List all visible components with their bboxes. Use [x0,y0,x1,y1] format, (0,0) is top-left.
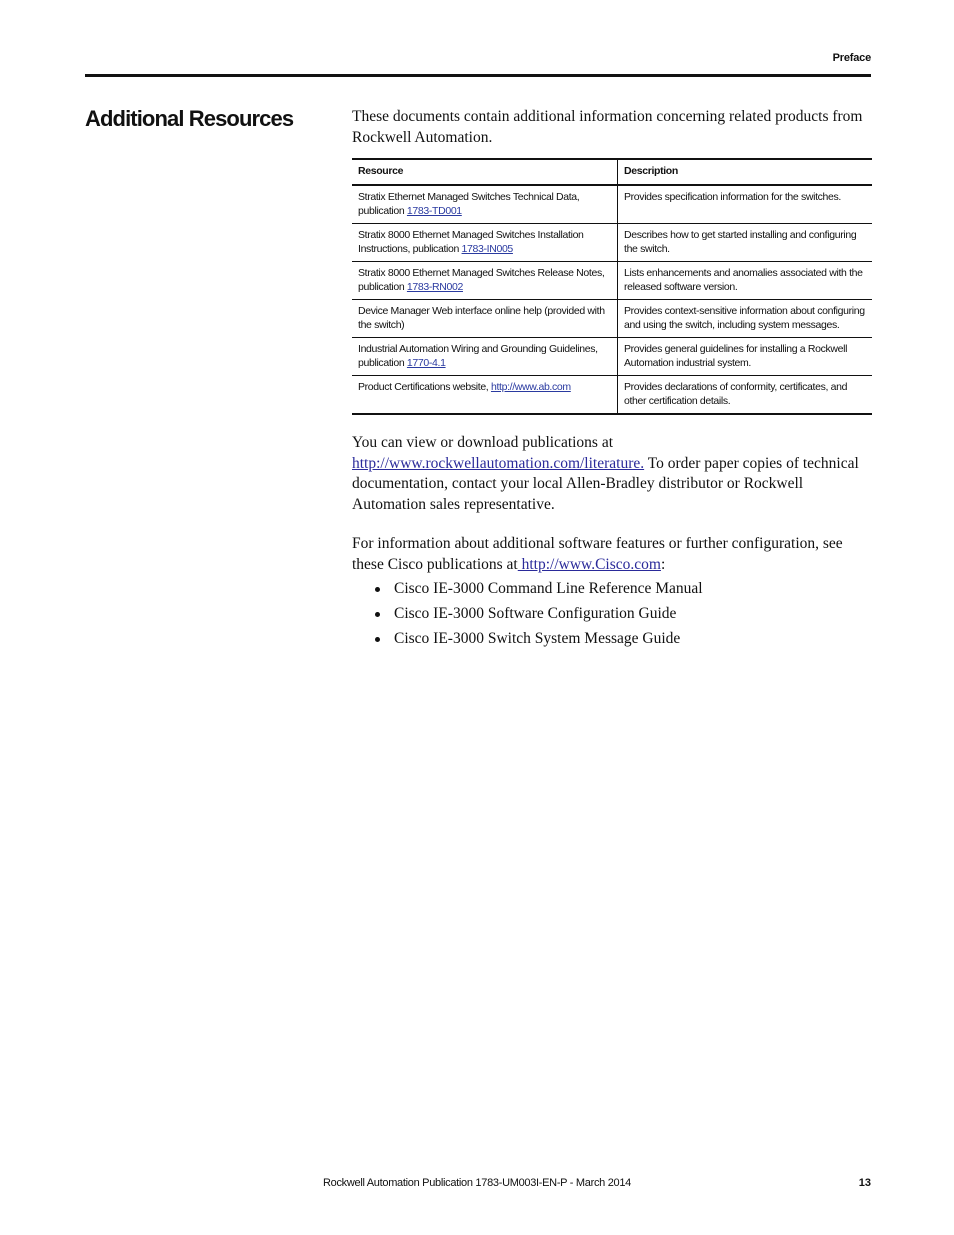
resource-cell: Stratix 8000 Ethernet Managed Switches Release Notes, publication 1783-RN002 [352,262,618,300]
column-header-resource: Resource [352,159,618,185]
description-cell: Provides general guidelines for installing a Rockwell Automation industrial system. [624,343,848,369]
description-cell: Provides declarations of conformity, certificates, and other certification details. [624,381,848,407]
cisco-link[interactable]: http://www.Cisco.com [517,555,661,573]
resource-cell: Industrial Automation Wiring and Grounding Guidelines, publication 1770-4.1 [352,338,618,376]
bullet-icon [375,612,380,617]
publication-link-1783-td001[interactable]: 1783-TD001 [406,205,462,217]
publication-link-1783-rn002[interactable]: 1783-RN002 [406,281,463,293]
publication-link-1783-in005[interactable]: 1783-IN005 [461,243,513,255]
bullet-icon [375,637,380,642]
resource-cell: Stratix 8000 Ethernet Managed Switches Installation Instructions, publication 1783-IN005 [352,224,618,262]
column-header-description: Description [624,164,678,177]
ab-website-link[interactable]: http://www.ab.com [490,381,571,393]
list-item: Cisco IE-3000 Software Configuration Guide [352,604,872,625]
table-row [352,185,872,224]
running-head: Preface [832,52,871,64]
table-row [352,338,872,376]
cisco-paragraph: For information about additional software features or further configuration, see these Cisco publications at http://www.Cisco.com: [352,535,843,573]
footer-publication: Rockwell Automation Publication 1783-UM003I-EN-P - March 2014 [323,1177,631,1189]
bullet-icon [375,587,380,592]
list-item: Cisco IE-3000 Switch System Message Guide [352,629,872,650]
table-row [352,300,872,338]
resources-table [352,158,872,415]
description-cell: Provides context-sensitive information about configuring and using the switch, including system messages. [624,305,865,331]
main-content [352,107,872,654]
description-cell: Provides specification information for the switches. [624,191,841,203]
cisco-publications-list [352,579,872,650]
resource-cell: Stratix Ethernet Managed Switches Technical Data, publication 1783-TD001 [352,185,618,224]
table-row [352,262,872,300]
table-row [352,376,872,415]
resource-cell: Product Certifications website, http://www.ab.com [352,376,618,415]
download-paragraph: You can view or download publications at http://www.rockwellautomation.com/literature. To order paper copies of technical documentation, contact your local Allen-Bradley distributor or Rockwell Automation sales representative. [352,434,859,513]
page-number: 13 [858,1177,871,1189]
list-item: Cisco IE-3000 Command Line Reference Manual [352,579,872,600]
description-cell: Describes how to get started installing and configuring the switch. [624,229,857,255]
table-row [352,224,872,262]
publication-link-1770-4-1[interactable]: 1770-4.1 [406,357,446,369]
resource-cell: Device Manager Web interface online help (provided with the switch) [352,300,618,338]
intro-paragraph: These documents contain additional information concerning related products from Rockwell Automation. [352,108,863,146]
literature-link[interactable]: http://www.rockwellautomation.com/literature. [352,454,645,472]
table-header-row [352,159,872,185]
header-rule [85,74,871,77]
section-title: Additional Resources [85,106,294,131]
description-cell: Lists enhancements and anomalies associated with the released software version. [624,267,863,293]
